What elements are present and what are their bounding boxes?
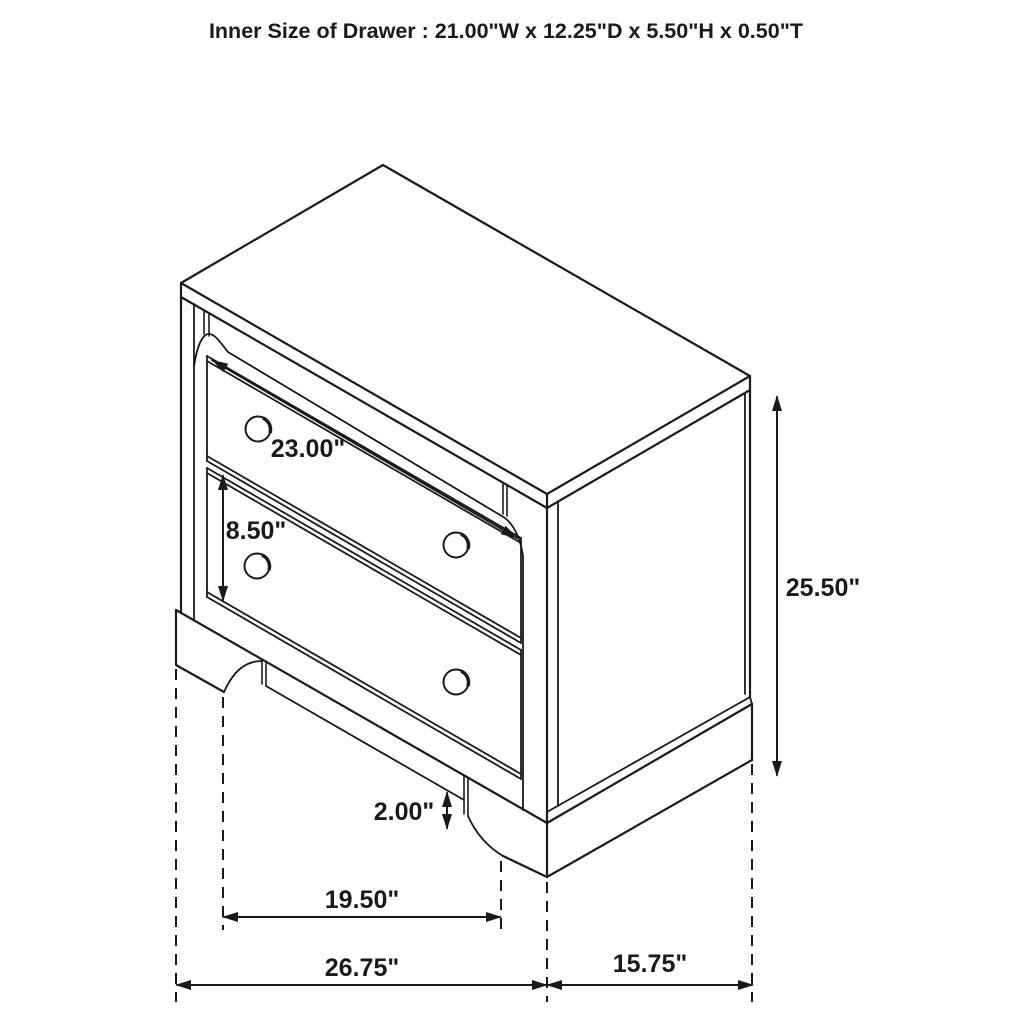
dim-base-cutout-width [222,886,502,922]
carcass-edges [181,297,752,877]
dim-label-overall-width: 26.75" [324,954,400,982]
dim-label-drawer-front-height: 8.50" [225,517,287,545]
page-title: Inner Size of Drawer : 21.00"W x 12.25"D x 5.50"H x 0.50"T [208,19,804,43]
dim-overall-depth [546,950,754,990]
dim-label-base-cutout-width: 19.50" [324,886,400,914]
top-panel [181,165,750,508]
dim-overall-height [772,395,860,777]
dim-overall-width [175,954,548,990]
dim-label-drawer-opening-width: 23.00" [270,435,346,463]
drawer-bottom [207,468,521,779]
dim-label-overall-depth: 15.75" [612,950,688,978]
bracket-base [176,610,752,877]
dim-label-base-cutout-height: 2.00" [373,798,435,826]
dim-label-overall-height: 25.50" [785,574,861,602]
dim-base-cutout-height [374,791,452,830]
dim-drawer-opening-width [212,360,517,538]
